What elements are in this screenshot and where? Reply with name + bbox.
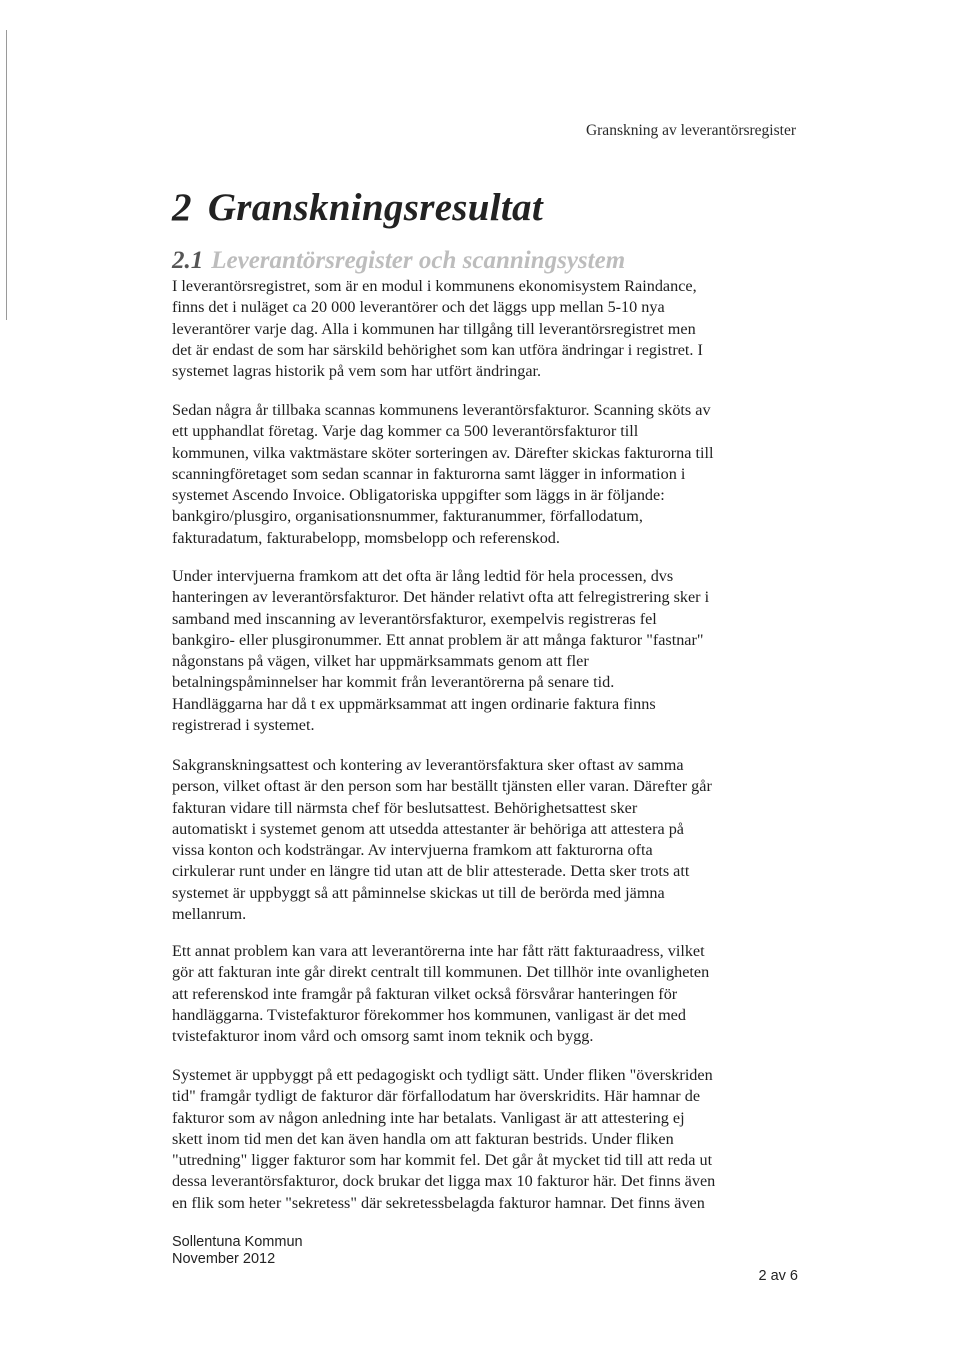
paragraph-line: tid" framgår tydligt de fakturor där förfallodatum har överskridits. Här hamnar de bbox=[172, 1087, 701, 1106]
paragraph-line: någonstans på vägen, vilket har uppmärksammats genom att fler bbox=[172, 652, 589, 671]
paragraph-line: fakturan vidare till närmsta chef för beslutsattest. Behörighetsattest sker bbox=[172, 798, 638, 817]
paragraph-line: skett inom tid men det kan även handla om att fakturan bestrids. Under fliken bbox=[172, 1129, 674, 1148]
paragraph-line: fakturadatum, fakturabelopp, momsbelopp och referenskod. bbox=[172, 528, 560, 547]
paragraph-1 bbox=[172, 276, 802, 382]
paragraph-5 bbox=[172, 941, 802, 1047]
paragraph-line: registrerad i systemet. bbox=[172, 716, 315, 735]
paragraph-line: vissa konton och kodsträngar. Av intervjuerna framkom att fakturorna ofta bbox=[172, 841, 653, 860]
paragraph-line: bankgiro- eller plusgironummer. Ett annat problem är att många fakturor "fastnar" bbox=[172, 630, 704, 649]
paragraph-line: det är endast de som har särskild behörighet som kan utföra ändringar i registret. I bbox=[172, 340, 703, 359]
section-heading bbox=[172, 247, 625, 275]
page-number: 2 av 6 bbox=[758, 1268, 798, 1284]
paragraph-line: gör att fakturan inte går direkt centralt till kommunen. Det tillhör inte ovanligheten bbox=[172, 963, 710, 982]
paragraph-line: automatiskt i systemet genom att utsedda attestanter är behöriga att attestera på bbox=[172, 819, 684, 838]
paragraph-line: samband med inscanning av leverantörsfakturor, exempelvis registreras fel bbox=[172, 609, 657, 628]
section-number: 2.1 bbox=[172, 247, 204, 274]
paragraph-line: mellanrum. bbox=[172, 905, 247, 924]
paragraph-line: dessa leverantörsfakturor, dock brukar det ligga max 10 fakturor här. Det finns även bbox=[172, 1172, 716, 1191]
paragraph-line: handläggarna. Tvistefakturor förekommer hos kommunen, vanligast är det med bbox=[172, 1005, 686, 1024]
paragraph-line: cirkulerar runt under en längre tid utan att de blir attesterade. Detta sker trots att bbox=[172, 862, 690, 881]
paragraph-line: systemet Ascendo Invoice. Obligatoriska uppgifter som läggs in är följande: bbox=[172, 486, 665, 505]
chapter-number: 2 bbox=[172, 186, 192, 229]
paragraph-line: hanteringen av leverantörsfakturor. Det händer relativt ofta att felregistrering sker i bbox=[172, 588, 710, 607]
paragraph-line: Sakgranskningsattest och kontering av leverantörsfaktura sker oftast av samma bbox=[172, 756, 684, 774]
paragraph-line: Sedan några år tillbaka scannas kommunens leverantörsfakturor. Scanning sköts av bbox=[172, 401, 711, 419]
paragraph-line: fakturor som av någon anledning inte har betalats. Vanligast är att attestering ej bbox=[172, 1108, 685, 1127]
paragraph-line: kommunen, vilka vaktmästare sköter sorteringen av. Därefter skickas fakturorna till bbox=[172, 443, 714, 462]
paragraph-line: leverantörer varje dag. Alla i kommunen har tillgång till leverantörsregistret men bbox=[172, 319, 696, 338]
paragraph-line: finns det i nuläget ca 20 000 leverantörer och det läggs upp mellan 5-10 nya bbox=[172, 298, 665, 317]
paragraph-line: Handläggarna har då t ex uppmärksammat att ingen ordinarie faktura finns bbox=[172, 694, 656, 713]
chapter-heading bbox=[172, 185, 543, 230]
section-title: Leverantörsregister och scanningsystem bbox=[211, 247, 626, 274]
running-header: Granskning av leverantörsregister bbox=[585, 122, 796, 139]
paragraph-line: person, vilket oftast är den person som har beställt tjänsten eller varan. Därefter går bbox=[172, 777, 712, 796]
paragraph-line: att referenskod inte framgår på fakturan vilket också försvårar hanteringen för bbox=[172, 984, 678, 1003]
paragraph-line: I leverantörsregistret, som är en modul i kommunens ekonomisystem Raindance, bbox=[172, 277, 697, 295]
footer-date: November 2012 bbox=[172, 1251, 276, 1267]
paragraph-line: scanningföretaget som sedan scannar in fakturorna samt lägger in information i bbox=[172, 464, 686, 483]
paragraph-line: bankgiro/plusgiro, organisationsnummer, fakturanummer, förfallodatum, bbox=[172, 507, 643, 526]
paragraph-line: ett upphandlat företag. Varje dag kommer ca 500 leverantörsfakturor till bbox=[172, 422, 639, 441]
paragraph-line: Under intervjuerna framkom att det ofta är lång ledtid för hela processen, dvs bbox=[172, 567, 674, 585]
paragraph-line: systemet är uppbyggt så att påminnelse skickas ut till de berörda med jämna bbox=[172, 883, 665, 902]
paragraph-6 bbox=[172, 1065, 802, 1214]
scan-edge-line bbox=[6, 30, 7, 320]
footer-organization-block bbox=[172, 1234, 303, 1268]
paragraph-line: en flik som heter "sekretess" där sekretessbelagda fakturor hamnar. Det finns även bbox=[172, 1193, 705, 1212]
paragraph-line: Ett annat problem kan vara att leverantörerna inte har fått rätt fakturaadress, vilket bbox=[172, 942, 705, 960]
paragraph-line: "utredning" ligger fakturor som har kommit fel. Det går åt mycket tid till att reda ut bbox=[172, 1151, 713, 1170]
paragraph-4 bbox=[172, 755, 802, 925]
paragraph-line: systemet lagras historik på vem som har utfört ändringar. bbox=[172, 362, 542, 381]
paragraph-2 bbox=[172, 400, 802, 549]
paragraph-3 bbox=[172, 566, 802, 736]
paragraph-line: betalningspåminnelser har kommit från leverantörerna på senare tid. bbox=[172, 673, 615, 692]
paragraph-line: tvistefakturor inom vård och omsorg samt inom teknik och bygg. bbox=[172, 1027, 594, 1046]
footer-organization: Sollentuna Kommun bbox=[172, 1234, 303, 1250]
paragraph-line: Systemet är uppbyggt på ett pedagogiskt och tydligt sätt. Under fliken "överskriden bbox=[172, 1066, 713, 1084]
chapter-title: Granskningsresultat bbox=[207, 186, 543, 229]
